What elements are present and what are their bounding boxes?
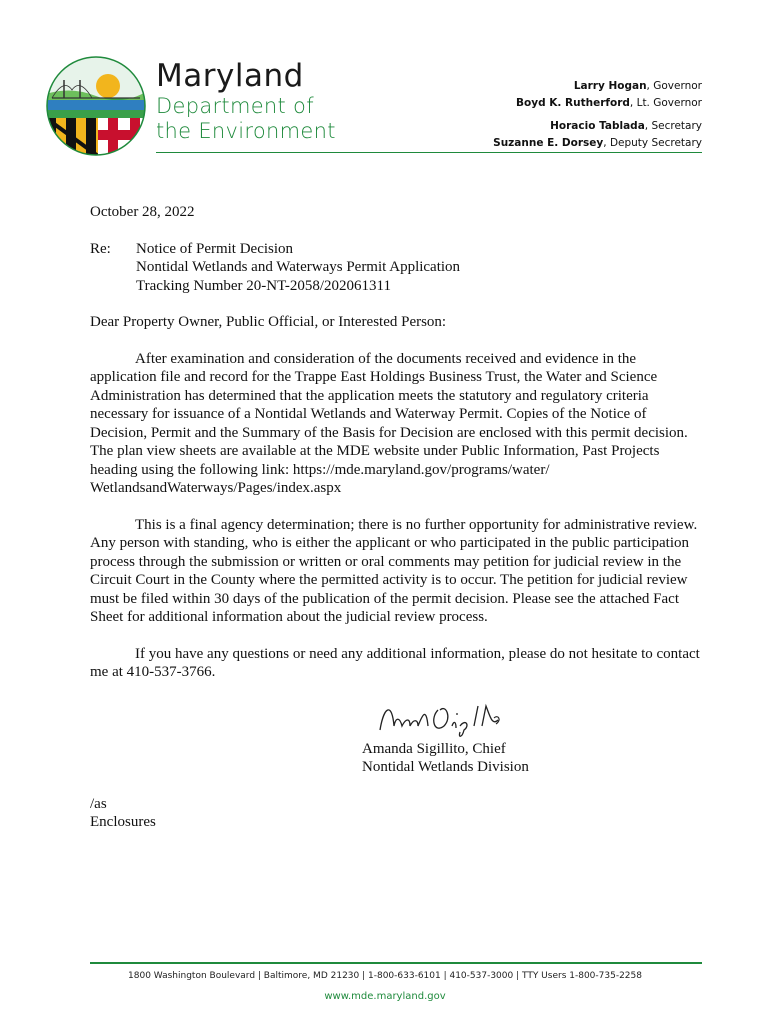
signer-name: Amanda Sigillito, Chief (362, 740, 506, 757)
signer-division: Nontidal Wetlands Division (362, 759, 529, 775)
body-paragraph: If you have any questions or need any additional information, please do not hesitate to contact me at 410-537-3766. (90, 645, 700, 680)
official-lt-governor: Boyd K. Rutherford, Lt. Governor (516, 97, 702, 109)
enclosures-label: Enclosures (90, 814, 156, 830)
letter-body (90, 203, 700, 832)
subject-block (90, 240, 700, 296)
official-governor: Larry Hogan, Governor (573, 80, 702, 92)
org-name-line2: Department of (156, 94, 314, 118)
org-name-line3: the Environment (156, 119, 336, 143)
body-paragraph: After examination and consideration of the documents received and evidence in the application file and record for the Trappe East Holdings Business Trust, the Water and Science Administration has determined that the application meets the statutory and regulatory criteria necessary for issuance of a Nontidal Wetlands and Waterway Permit. Copies of the Notice of Decision, Permit and the Summary of the Basis for Decision are enclosed with this permit decision. The plan view sheets are available at the MDE website under Public Information, Past Projects heading using the following link: https://mde.maryland.gov/programs/water/ WetlandsandWaterways/Pages/index.aspx (90, 350, 688, 496)
mde-logo-icon (46, 56, 146, 156)
salutation: Dear Property Owner, Public Official, or Interested Person: (90, 314, 447, 330)
handwritten-signature (374, 696, 514, 740)
letter-date: October 28, 2022 (90, 204, 195, 220)
closing-notes (90, 795, 700, 832)
subject-line: Notice of Permit Decision (136, 240, 294, 257)
official-deputy-secretary: Suzanne E. Dorsey, Deputy Secretary (493, 137, 702, 149)
subject-line: Tracking Number 20-NT-2058/202061311 (136, 277, 391, 294)
org-name-line1: Maryland (156, 58, 304, 94)
org-name (156, 58, 336, 144)
footer-website-link[interactable]: www.mde.maryland.gov (324, 991, 446, 1002)
body-paragraph: This is a final agency determination; there is no further opportunity for administrative review. Any person with standing, who is either the applicant or who participated in the public participation process through the submission or written or oral comments may petition for judicial review in the Circuit Court in the County where the permitted activity is to occur. The petition for judicial review must be filed within 30 days of the publication of the permit decision. Please see the attached Fact Sheet for additional information about the judicial review process. (90, 516, 698, 625)
header-divider (156, 152, 702, 153)
subject-line: Nontidal Wetlands and Waterways Permit Application (136, 259, 461, 275)
officials-list (493, 78, 702, 152)
footer-divider (90, 962, 702, 964)
subject-label: Re: (90, 240, 111, 257)
footer-address: 1800 Washington Boulevard | Baltimore, MD 21230 | 1-800-633-6101 | 410-537-3000 | TTY Users 1-800-735-2258 (128, 971, 642, 981)
signature-block (362, 696, 700, 777)
typist-initials: /as (90, 795, 107, 812)
official-secretary: Horacio Tablada, Secretary (550, 120, 702, 132)
